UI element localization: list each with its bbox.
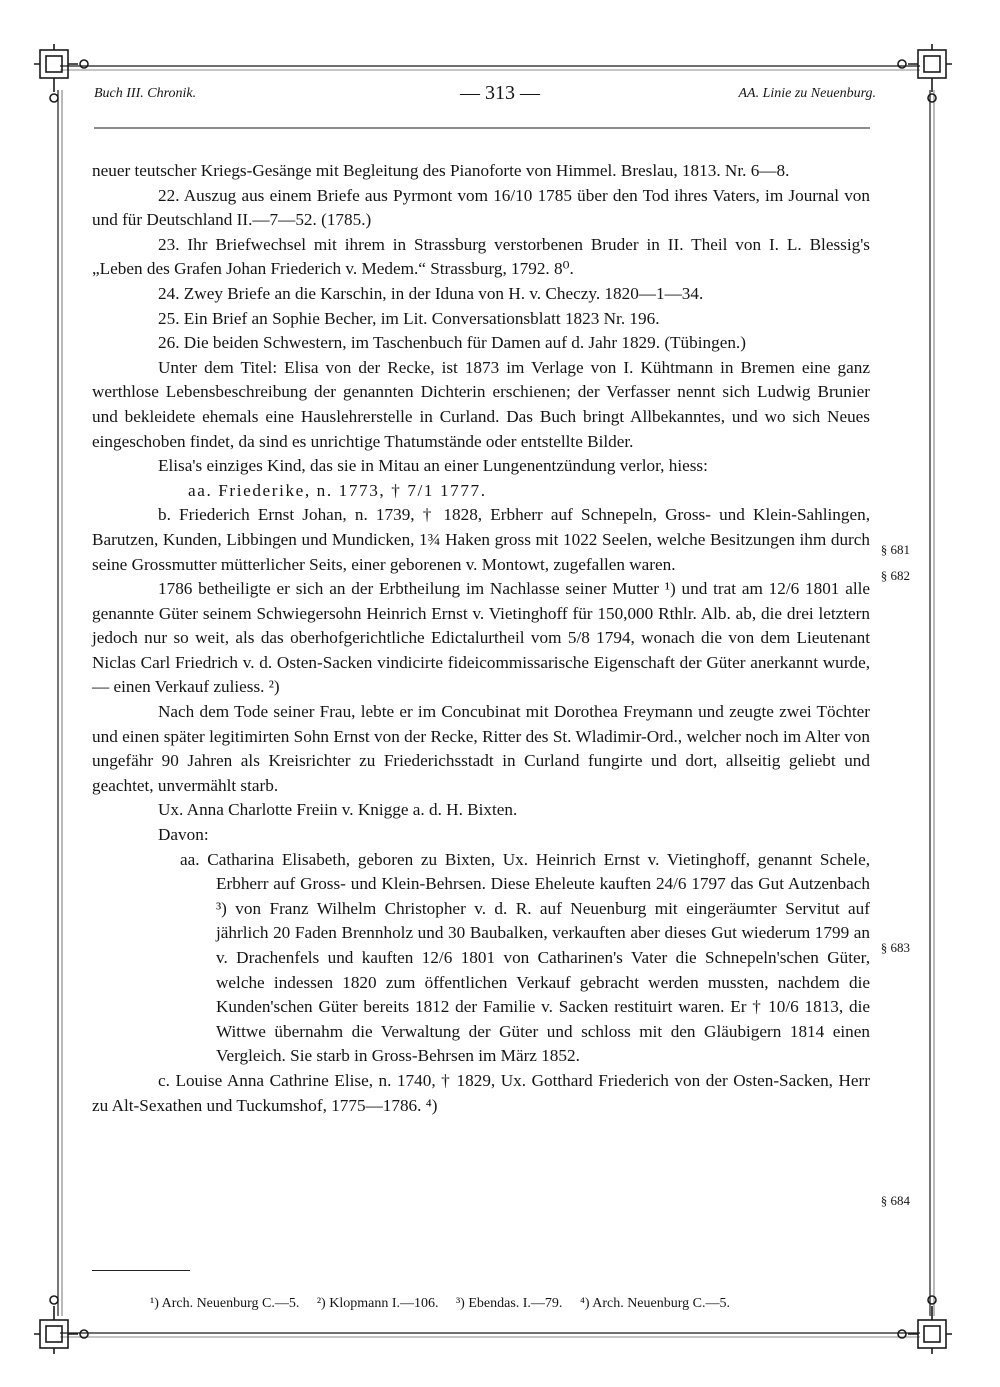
paragraph: Elisa's einziges Kind, das sie in Mitau an einer Lungenentzündung verlor, hiess: xyxy=(158,456,708,476)
paragraph: Davon: xyxy=(158,825,209,845)
footnote: ³) Ebendas. I.—79. xyxy=(455,1296,563,1311)
section-marker: § 682 xyxy=(880,568,910,583)
list-item: 25. Ein Brief an Sophie Becher, im Lit. Conversationsblatt 1823 Nr. 196. xyxy=(158,308,660,328)
genealogy-entry: c. Louise Anna Cathrine Elise, n. 1740, † 1829, Ux. Gotthard Friederich von der Osten-Sacken, Herr zu Alt-Sexathen und Tuckumshof, 1775—1786. ⁴) xyxy=(92,1070,870,1115)
list-item: 26. Die beiden Schwestern, im Taschenbuch für Damen auf d. Jahr 1829. (Tübingen.) xyxy=(158,333,746,353)
footnote-rule xyxy=(92,1270,190,1271)
running-header-left: Buch III. Chronik. xyxy=(94,86,197,101)
section-marker: § 683 xyxy=(880,940,910,955)
footnote: ²) Klopmann I.—106. xyxy=(316,1296,439,1311)
footnote: ⁴) Arch. Neuenburg C.—5. xyxy=(579,1296,730,1311)
page-number: — 313 — xyxy=(460,82,540,104)
paragraph: Nach dem Tode seiner Frau, lebte er im Concubinat mit Dorothea Freymann und zeugte zwei Töchter und einen später legitimirten Sohn Ernst von der Recke, Ritter des St. Wladimir-Ord., welcher noch im Alter von ungefähr 90 Jahren als Kreisrichter zu Friederichsstadt in Curland fungirte und dort, allseitig geliebt und geachtet, unvermählt starb. xyxy=(92,702,870,795)
corner-ornament-bottom-right-icon xyxy=(898,1296,952,1354)
paragraph: Unter dem Titel: Elisa von der Recke, ist 1873 im Verlage von I. Kühtmann in Bremen eine ganz werthlose Lebensbeschreibung der genannten Dichterin erschienen; der Verfasser nennt sich Ludwig Brunier und bekleidete ehemals eine Hauslehrerstelle in Curland. Das Buch bringt Allbekanntes, und wo sich Neues eingeschoben findet, da sind es unrichtige Thatumstände oder entstellte Bilder. xyxy=(92,357,870,451)
main-text xyxy=(92,159,870,1118)
list-item: 23. Ihr Briefwechsel mit ihrem in Strassburg verstorbenen Bruder in II. Theil von I. L. Blessig's „Leben des Grafen Johan Friederich v. Medem.“ Strassburg, 1792. 8⁰. xyxy=(92,234,870,279)
running-header-right: AA. Linie zu Neuenburg. xyxy=(738,86,876,101)
genealogy-entry: aa. Friederike, n. 1773, † 7/1 1777. xyxy=(188,480,487,500)
paragraph: neuer teutscher Kriegs-Gesänge mit Begleitung des Pianoforte von Himmel. Breslau, 1813. Nr. 6—8. xyxy=(92,161,790,180)
footnote: ¹) Arch. Neuenburg C.—5. xyxy=(150,1296,300,1311)
footnotes xyxy=(150,1296,744,1312)
corner-ornament-bottom-left-icon xyxy=(34,1296,88,1354)
paragraph: Ux. Anna Charlotte Freiin v. Knigge a. d. H. Bixten. xyxy=(158,800,518,820)
paragraph: 1786 betheiligte er sich an der Erbtheilung im Nachlasse seiner Mutter ¹) und trat am 12/6 1801 alle genannte Güter seinem Schwiegersohn Heinrich Ernst v. Vietinghoff für 150,000 Rthlr. Alb. ab, die drei letztern jedoch nur so weit, als das oberhofgerichtliche Edictalurtheil vom 5/8 1794, wonach die von dem Lieutenant Niclas Carl Friedrich v. d. Osten-Sacken vindicirte fideicommissarische Eigenschaft der Güter anerkannt wurde, — einen Verkauf zuliess. ²) xyxy=(92,579,870,697)
list-item: 22. Auszug aus einem Briefe aus Pyrmont vom 16/10 1785 über den Tod ihres Vaters, im Journal von und für Deutschland II.—7—52. (1785.) xyxy=(92,185,870,230)
section-marker: § 684 xyxy=(880,1193,910,1208)
genealogy-entry: aa. Catharina Elisabeth, geboren zu Bixten, Ux. Heinrich Ernst v. Vietinghoff, genannt Schele, Erbherr auf Gross- und Klein-Behrsen. Diese Eheleute kauften 24/6 1797 das Gut Autzenbach ³) von Franz Wilhelm Christopher v. d. R. auf Neuenburg mit eingeräumter Servitut auf jährlich 20 Faden Brennholz und 30 Baubalken, verkauften aber dieses Gut wiederum 1799 an v. Drachenfels und kauften 12/6 1801 von Catharinen's Vater die Schnepeln'schen Güter, welche indessen 1820 zum öffentlichen Verkauf gebracht werden mussten, nachdem die Kunden'schen Güter bereits 1812 der Familie v. Sacken restituirt waren. Er † 10/6 1813, die Wittwe übernahm die Verwaltung der Güter und schloss mit den Gläubigern 1814 einen Vergleich. Sie starb in Gross-Behrsen im März 1852. xyxy=(180,849,870,1066)
section-marker: § 681 xyxy=(880,542,910,557)
list-item: 24. Zwey Briefe an die Karschin, in der Iduna von H. v. Checzy. 1820—1—34. xyxy=(158,283,704,303)
genealogy-entry: b. Friederich Ernst Johan, n. 1739, † 1828, Erbherr auf Schnepeln, Gross- und Klein-Sahlingen, Barutzen, Kunden, Libbingen und Mundicken, 1¾ Haken gross mit 1022 Seelen, welche Besitzungen ihm durch seine Grossmutter mütterlicher Seits, einer geborenen v. Montowt, zugefallen waren. xyxy=(92,505,870,574)
